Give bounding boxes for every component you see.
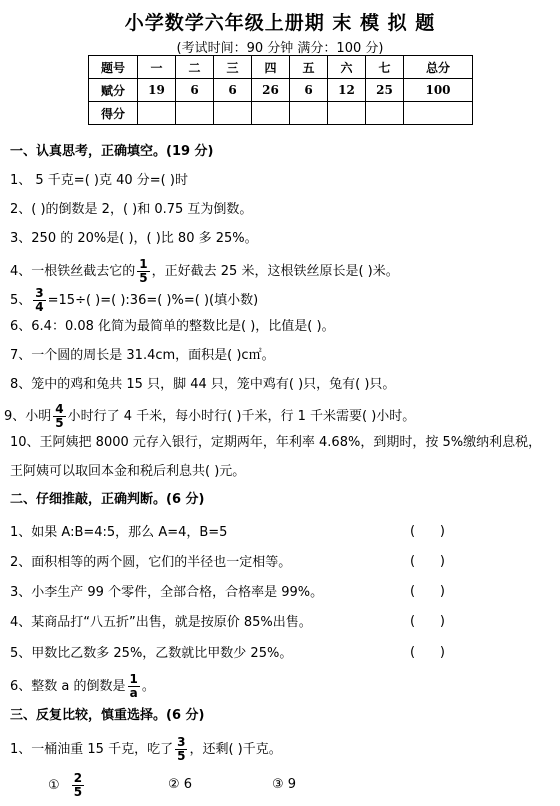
- numerator: 1: [139, 257, 148, 271]
- table-cell: 总分: [404, 56, 473, 79]
- judge-item-4: 4、某商品打“八五折”出售，就是按原价 85%出售。: [10, 615, 312, 630]
- score-input-cell[interactable]: [176, 102, 214, 125]
- table-cell: 六: [328, 56, 366, 79]
- question-1-8: 8、笼中的鸡和兔共 15 只，脚 44 只，笼中鸡有( )只，兔有( )只。: [10, 377, 396, 392]
- score-input-cell[interactable]: [138, 102, 176, 125]
- table-cell: 6: [176, 79, 214, 102]
- table-cell: 100: [404, 79, 473, 102]
- table-cell: 6: [214, 79, 252, 102]
- question-1-9: [4, 403, 415, 430]
- score-input-cell[interactable]: [404, 102, 473, 125]
- table-cell: 二: [176, 56, 214, 79]
- question-1-7: 7、一个圆的周长是 31.4cm，面积是( )c㎡。: [10, 348, 275, 363]
- score-input-cell[interactable]: [290, 102, 328, 125]
- question-text: 1、一桶油重 15 千克，吃了: [10, 742, 174, 757]
- numerator: 4: [55, 402, 64, 416]
- question-text: 。: [141, 679, 155, 694]
- table-cell: 25: [366, 79, 404, 102]
- table-cell: 6: [290, 79, 328, 102]
- table-cell: 七: [366, 56, 404, 79]
- answer-paren[interactable]: ( ): [410, 645, 445, 660]
- score-table-score-row: [89, 102, 473, 125]
- choice-question-1: [10, 736, 282, 763]
- question-text: 6、整数 a 的倒数是: [10, 679, 126, 694]
- judge-item-6: [10, 673, 155, 700]
- page-title: 小学数学六年级上册期 末 模 拟 题: [124, 12, 436, 34]
- denominator: a: [129, 686, 138, 700]
- option-1[interactable]: [48, 772, 86, 799]
- fraction: [53, 403, 65, 430]
- score-input-cell[interactable]: [252, 102, 290, 125]
- question-1-6: 6、6.4：0.08 化简为最简单的整数比是( )，比值是( )。: [10, 319, 335, 334]
- table-cell: 四: [252, 56, 290, 79]
- question-text: =15÷( )=( ):36=( )%=( )(填小数): [47, 293, 259, 308]
- table-cell: 19: [138, 79, 176, 102]
- score-input-cell[interactable]: [328, 102, 366, 125]
- denominator: 5: [73, 785, 83, 799]
- score-table-points-row: [89, 79, 473, 102]
- numerator: 2: [73, 771, 83, 785]
- score-input-cell[interactable]: [214, 102, 252, 125]
- answer-paren[interactable]: ( ): [410, 554, 445, 569]
- fraction: [128, 673, 140, 700]
- score-input-cell[interactable]: [366, 102, 404, 125]
- answer-paren[interactable]: ( ): [410, 584, 445, 599]
- question-1-2: 2、( )的倒数是 2，( )和 0.75 互为倒数。: [10, 202, 253, 217]
- numerator: 1: [129, 672, 138, 686]
- numerator: 3: [35, 286, 44, 300]
- table-cell: 五: [290, 56, 328, 79]
- table-cell: 一: [138, 56, 176, 79]
- question-1-4: [10, 258, 399, 285]
- fraction: [137, 258, 149, 285]
- denominator: 5: [177, 749, 186, 763]
- question-text: 4、一根铁丝截去它的: [10, 264, 136, 279]
- denominator: 4: [35, 300, 44, 314]
- table-cell: 题号: [89, 56, 138, 79]
- question-text: ，正好截去 25 米，这根铁丝原长是( )米。: [151, 264, 399, 279]
- fraction: [33, 287, 45, 314]
- answer-paren[interactable]: ( ): [410, 614, 445, 629]
- option-label: ①: [48, 778, 60, 793]
- judge-item-1: 1、如果 A:B=4:5，那么 A=4，B=5: [10, 525, 228, 540]
- judge-item-5: 5、甲数比乙数多 25%，乙数就比甲数少 25%。: [10, 646, 293, 661]
- table-cell: 12: [328, 79, 366, 102]
- denominator: 5: [139, 271, 148, 285]
- question-1-3: 3、250 的 20%是( )，( )比 80 多 25%。: [10, 231, 258, 246]
- question-1-5: [10, 287, 258, 314]
- section-1-title: 一、认真思考，正确填空。(19 分): [10, 144, 214, 159]
- table-cell: 赋分: [89, 79, 138, 102]
- score-table-header-row: [89, 56, 473, 79]
- judge-item-3: 3、小李生产 99 个零件，全部合格，合格率是 99%。: [10, 585, 324, 600]
- question-text: ，还剩( )千克。: [189, 742, 282, 757]
- section-3-title: 三、反复比较，慎重选择。(6 分): [10, 708, 205, 723]
- question-text: 小时行了 4 千米，每小时行( )千米，行 1 千米需要( )小时。: [67, 409, 416, 424]
- table-cell: 26: [252, 79, 290, 102]
- table-cell: 得分: [89, 102, 138, 125]
- option-3[interactable]: ③ 9: [272, 777, 297, 792]
- question-1-10: 10、王阿姨把 8000 元存入银行，定期两年，年利率 4.68%，到期时，按 5%缴纳利息税，: [10, 435, 542, 450]
- question-1-1: 1、 5 千克=( )克 40 分=( )时: [10, 173, 188, 188]
- section-2-title: 二、仔细推敲，正确判断。(6 分): [10, 492, 205, 507]
- score-table: [88, 55, 473, 125]
- option-2[interactable]: ② 6: [168, 777, 193, 792]
- numerator: 3: [177, 735, 186, 749]
- question-text: 5、: [10, 293, 32, 308]
- fraction: [72, 772, 84, 799]
- fraction: [175, 736, 187, 763]
- question-1-10-cont: 王阿姨可以取回本金和税后利息共( )元。: [10, 464, 246, 479]
- exam-info: (考试时间：90 分钟 满分：100 分): [176, 41, 384, 56]
- denominator: 5: [55, 416, 64, 430]
- table-cell: 三: [214, 56, 252, 79]
- question-text: 9、小明: [4, 409, 52, 424]
- answer-paren[interactable]: ( ): [410, 524, 445, 539]
- judge-item-2: 2、面积相等的两个圆，它们的半径也一定相等。: [10, 555, 292, 570]
